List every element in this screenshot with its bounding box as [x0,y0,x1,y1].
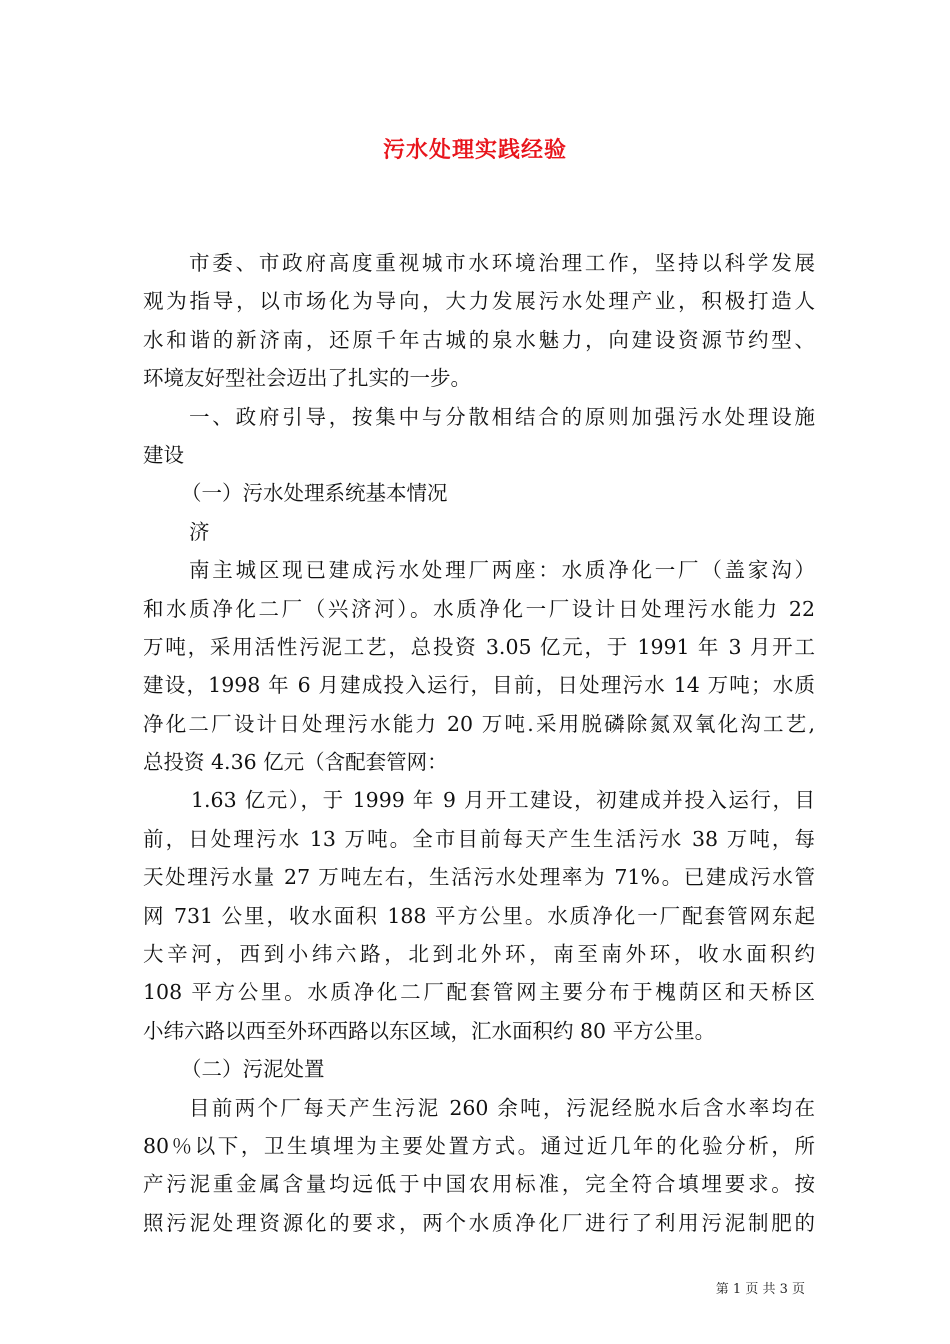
paragraph-line: 总投资 4.36 亿元（含配套管网： [143,750,448,775]
page-number-footer: 第 1 页 共 3 页 [715,1282,805,1297]
paragraph-line: 济 [189,519,210,544]
paragraph-line: 净化二厂设计日处理污水能力 20 万吨.采用脱磷除氮双氧化沟工艺, [143,711,815,736]
paragraph-line: 108 平方公里。水质净化二厂配套管网主要分布于槐荫区和天桥区 [143,980,815,1005]
paragraph-line: 产污泥重金属含量均远低于中国农用标准，完全符合填埋要求。按 [143,1172,815,1197]
paragraph-line: 建设，1998 年 6 月建成投入运行，目前，日处理污水 14 万吨；水质 [143,673,815,698]
section-heading-line: 一、政府引导，按集中与分散相结合的原则加强污水处理设施 [189,404,815,429]
paragraph-line: 小纬六路以西至外环西路以东区域，汇水面积约 80 平方公里。 [143,1018,716,1043]
paragraph-line: 天处理污水量 27 万吨左右，生活污水处理率为 71%。已建成污水管 [143,865,815,890]
paragraph-line: 照污泥处理资源化的要求，两个水质净化厂进行了利用污泥制肥的 [143,1210,815,1235]
subsection-heading: （一）污水处理系统基本情况 [181,481,448,506]
paragraph-line: 水和谐的新济南，还原千年古城的泉水魅力，向建设资源节约型、 [143,327,815,352]
paragraph-line: 大辛河，西到小纬六路，北到北外环，南至南外环，收水面积约 [143,942,815,967]
paragraph-line: 网 731 公里，收水面积 188 平方公里。水质净化一厂配套管网东起 [143,903,815,928]
paragraph-line: 万吨，采用活性污泥工艺，总投资 3.05 亿元，于 1991 年 3 月开工 [143,634,815,659]
paragraph-line: 观为指导，以市场化为导向，大力发展污水处理产业，积极打造人 [143,289,815,314]
document-title: 污水处理实践经验 [382,137,567,163]
paragraph-line: 1.63 亿元），于 1999 年 9 月开工建设，初建成并投入运行，目 [191,788,815,813]
paragraph-line: 和水质净化二厂（兴济河）。水质净化一厂设计日处理污水能力 22 [143,596,815,621]
paragraph-line: 目前两个厂每天产生污泥 260 余吨，污泥经脱水后含水率均在 [189,1095,815,1120]
document-body [143,244,815,1242]
paragraph-line: 市委、市政府高度重视城市水环境治理工作，坚持以科学发展 [189,251,815,275]
subsection-heading: （二）污泥处置 [181,1057,325,1082]
paragraph-line: 前，日处理污水 13 万吨。全市目前每天产生生活污水 38 万吨，每 [143,826,815,851]
paragraph-line: 80％以下，卫生填埋为主要处置方式。通过近几年的化验分析，所 [143,1133,815,1158]
section-heading-line: 建设 [143,442,184,467]
paragraph-line: 南主城区现已建成污水处理厂两座：水质净化一厂（盖家沟） [189,558,815,583]
paragraph-line: 环境友好型社会迈出了扎实的一步。 [143,366,471,391]
